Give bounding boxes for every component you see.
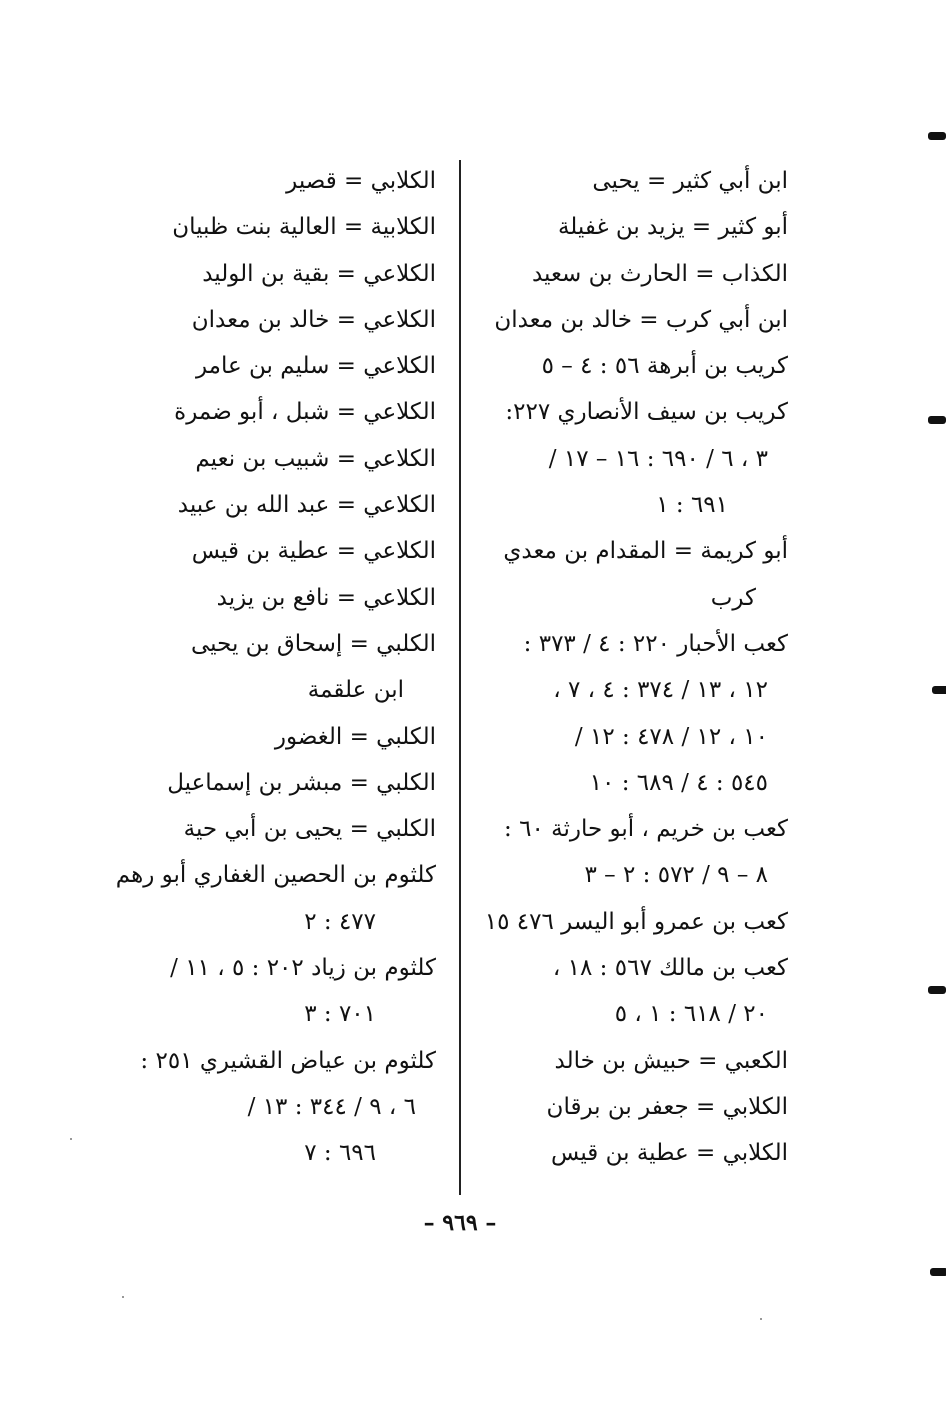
scan-edge-mark	[928, 416, 946, 424]
index-entry: كعب بن مالك ٥٦٧ : ١٨ ،	[552, 955, 788, 982]
index-entry-continuation: ١٠ ، ١٢ / ٤٧٨ : ١٢ /	[574, 723, 768, 750]
index-entry: الكلاعي = بقية بن الوليد	[202, 260, 436, 287]
index-column-right	[478, 158, 788, 1177]
index-entry: الكلبي = الغضور	[274, 723, 436, 750]
index-entry: كلثوم بن الحصين الغفاري أبو رهم	[115, 862, 436, 889]
scan-speck	[70, 1138, 72, 1140]
scan-edge-mark	[932, 686, 946, 694]
index-entry: الكلابية = العالية بنت ظبيان	[172, 214, 436, 241]
index-entry: كريب بن سيف الأنصاري ٢٢٧:	[505, 399, 788, 426]
index-entry-continuation: كرب	[710, 584, 756, 611]
index-entry: الكلبي = يحيى بن أبي حية	[183, 816, 436, 843]
index-entry-continuation: ٧٠١ : ٣	[304, 1001, 376, 1028]
index-entry-continuation: ٦٩٦ : ٧	[304, 1140, 376, 1167]
index-entry: الكعبي = حبيش بن خالد	[554, 1047, 788, 1074]
index-entry: الكلاعي = خالد بن معدان	[191, 306, 436, 333]
scan-speck	[760, 1318, 762, 1320]
index-entry: كعب الأحبار ٢٢٠ : ٤ / ٣٧٣ :	[523, 630, 788, 657]
index-entry: كلثوم بن عياض القشيري ٢٥١ :	[140, 1047, 436, 1074]
index-entry-continuation: ٨ – ٩ / ٥٧٢ : ٢ – ٣	[584, 862, 768, 889]
index-entry-continuation: ٥٤٥ : ٤ / ٦٨٩ : ١٠	[589, 769, 768, 796]
scan-edge-mark	[928, 132, 946, 140]
index-entry: كريب بن أبرهة ٥٦ : ٤ – ٥	[541, 353, 788, 380]
index-entry-continuation: ٦ ، ٩ / ٣٤٤ : ١٣ /	[247, 1093, 416, 1120]
index-column-left	[115, 158, 436, 1177]
scan-edge-mark	[928, 986, 946, 994]
index-entry: كلثوم بن زياد ٢٠٢ : ٥ ، ١١ /	[170, 955, 436, 982]
index-entry: الكلاعي = سليم بن عامر	[195, 353, 436, 380]
index-entry: الكلبي = إسحاق بن يحيى	[191, 630, 436, 657]
index-entry: أبو كثير = يزيد بن غفيلة	[557, 214, 788, 241]
scan-edge-mark	[930, 1268, 946, 1276]
column-divider	[459, 160, 461, 1195]
index-entry-continuation: ابن علقمة	[307, 677, 404, 704]
index-entry: ابن أبي كثير = يحيى	[592, 168, 788, 194]
index-entry: الكلاعي = شبيب بن نعيم	[195, 445, 436, 472]
index-entry-continuation: ٤٧٧ : ٢	[304, 908, 376, 935]
scan-speck	[122, 1296, 124, 1298]
index-entry: الكلاعي = عطية بن قيس	[191, 538, 436, 565]
index-entry: الكلابي = جعفر بن برقان	[546, 1093, 788, 1120]
index-entry: الكلاعي = نافع بن يزيد	[216, 584, 436, 611]
index-entry-continuation: ٣ ، ٦ / ٦٩٠ : ١٦ – ١٧ /	[548, 445, 768, 472]
index-entry-continuation: ٦٩١ : ١	[656, 492, 728, 519]
index-entry: أبو كريمة = المقدام بن معدي	[503, 538, 788, 565]
index-entry: الكلبي = مبشر بن إسماعيل	[167, 769, 436, 796]
index-entry: كعب بن خريم ، أبو حارثة ٦٠ :	[504, 816, 788, 843]
index-entry: ابن أبي كرب = خالد بن معدان	[494, 306, 788, 333]
index-entry: الكلابي = عطية بن قيس	[551, 1140, 788, 1167]
index-entry: كعب بن عمرو أبو اليسر ٤٧٦ ١٥	[484, 908, 788, 935]
page-number: – ٩٦٩ –	[423, 1210, 497, 1236]
index-entry-continuation: ١٢ ، ١٣ / ٣٧٤ : ٤ ، ٧ ،	[553, 677, 768, 704]
index-entry: الكذاب = الحارث بن سعيد	[531, 260, 788, 287]
index-entry: الكلاعي = شبل ، أبو ضمرة	[174, 399, 436, 426]
index-entry: الكلاعي = عبد الله بن عبيد	[177, 492, 436, 519]
index-entry-continuation: ٢٠ / ٦١٨ : ١ ، ٥	[614, 1001, 768, 1028]
index-entry: الكلابي = قصير	[286, 168, 436, 194]
